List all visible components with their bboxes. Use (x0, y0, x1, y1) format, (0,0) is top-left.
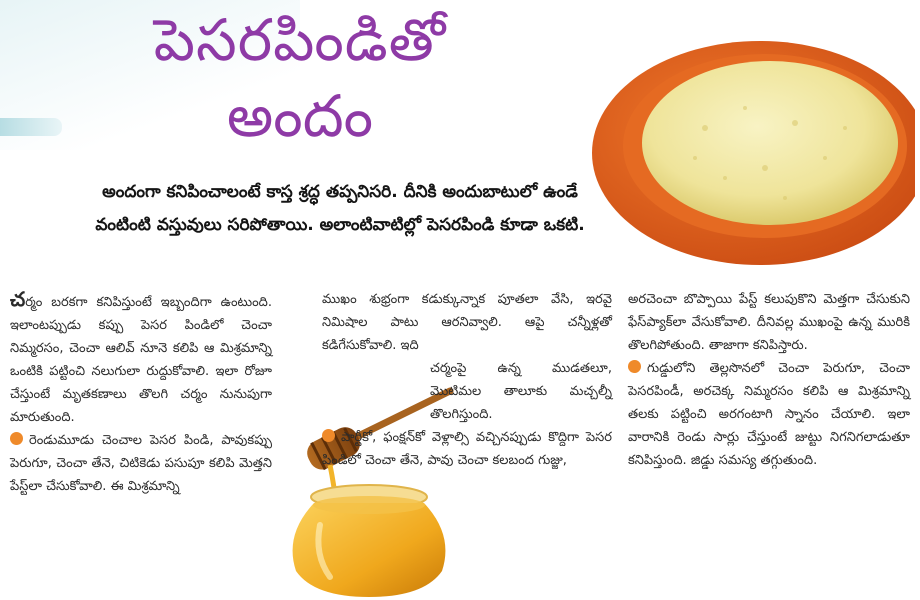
paragraph-wrinkles: చర్మంపై ఉన్న ముడతలూ, మొటిమల తాలూకు మచ్చల్నీ తొలగిస్తుంది. (430, 361, 612, 422)
paragraph-text: పార్టీకో, ఫంక్షన్‌కో వెళ్లాల్సి వచ్చినప్పుడు కొద్దిగా పెసర పిండిలో చెంచా తేనె, పావు చెంచా కలబంద గుజ్జు, (322, 430, 612, 468)
intro-paragraph: అందంగా కనిపించాలంటే కాస్త శ్రద్ధ తప్పనిసరి. దీనికి అందుబాటులో ఉండే వంటింటి వస్తువులు సరిపోతాయి. అలాంటివాటిల్లో పెసరపిండి కూడా ఒకటి. (95, 182, 585, 235)
paragraph-text: గుడ్డులోని తెల్లసొనలో చెంచా పెరుగూ, చెంచా పెసరపిండీ, అరచెక్క నిమ్మరసం కలిపి ఆ మిశ్రమాన్ని తలకు పట్టించి అరగంటాగి స్నానం చేయాలి. ఇలా వారానికి రెండు సార్లు చేస్తుంటే జుట్టు నిగనిగలాడుతూ కనిపిస్తుంది. జిడ్డు సమస్య తగ్గుతుంది. (628, 361, 910, 468)
orange-bullet-icon (10, 432, 23, 445)
article-column-2 (322, 288, 612, 472)
paragraph-text: రెండుమూడు చెంచాల పెసర పిండి, పావుకప్పు పెరుగూ, చెంచా తేనె, చిటికెడు పసుపూ కలిపి మెత్తని పేస్ట్‌లా చేసుకోవాలి. ఈ మిశ్రమాన్ని (10, 433, 272, 494)
orange-bullet-icon (628, 360, 641, 373)
article-column-3 (628, 288, 910, 472)
paragraph-text: ర్మం బరకగా కనిపిస్తుంటే ఇబ్బందిగా ఉంటుంది. ఇలాంటప్పుడు కప్పు పెసర పిండిలో చెంచా నిమ్మరసం, చెంచా ఆలివ్ నూనె కలిపి ఆ మిశ్రమాన్ని ఒంటికి పట్టించి నలుగులా రుద్దుకోవాలి. ఇలా రోజూ చేస్తుంటే మృతకణాలు తొలగి చర్మం నునుపుగా మారుతుంది. (10, 295, 272, 425)
paragraph-hair-pack (628, 357, 910, 472)
paragraph-papaya-pack: అరచెంచా బొప్పాయి పేస్ట్ కలుపుకొని మెత్తగా చేసుకుని ఫేస్‌ప్యాక్‌లా వేసుకోవాలి. దీనివల్ల ముఖంపై ఉన్న మురికి తొలగిపోతుంది. తాజాగా కనిపిస్తారు. (628, 292, 910, 353)
drop-cap: చ (10, 287, 26, 311)
flour-bowl-image (585, 28, 915, 268)
headline-line-2: అందం (226, 82, 374, 150)
headline-line-1: పెసరపిండితో (153, 6, 447, 74)
paragraph-skin-exfoliation (10, 288, 272, 429)
paragraph-face-pack (10, 429, 272, 498)
article-column-1 (10, 288, 272, 498)
paragraph-face-pack-cont: ముఖం శుభ్రంగా కడుక్కున్నాక పూతలా వేసి, ఇరవై నిమిషాల పాటు ఆరనివ్వాలి. ఆపై చన్నీళ్లతో కడిగేసుకోవాలి. ఇది (322, 292, 612, 353)
orange-bullet-icon (322, 429, 335, 442)
paragraph-party-pack (322, 426, 612, 472)
